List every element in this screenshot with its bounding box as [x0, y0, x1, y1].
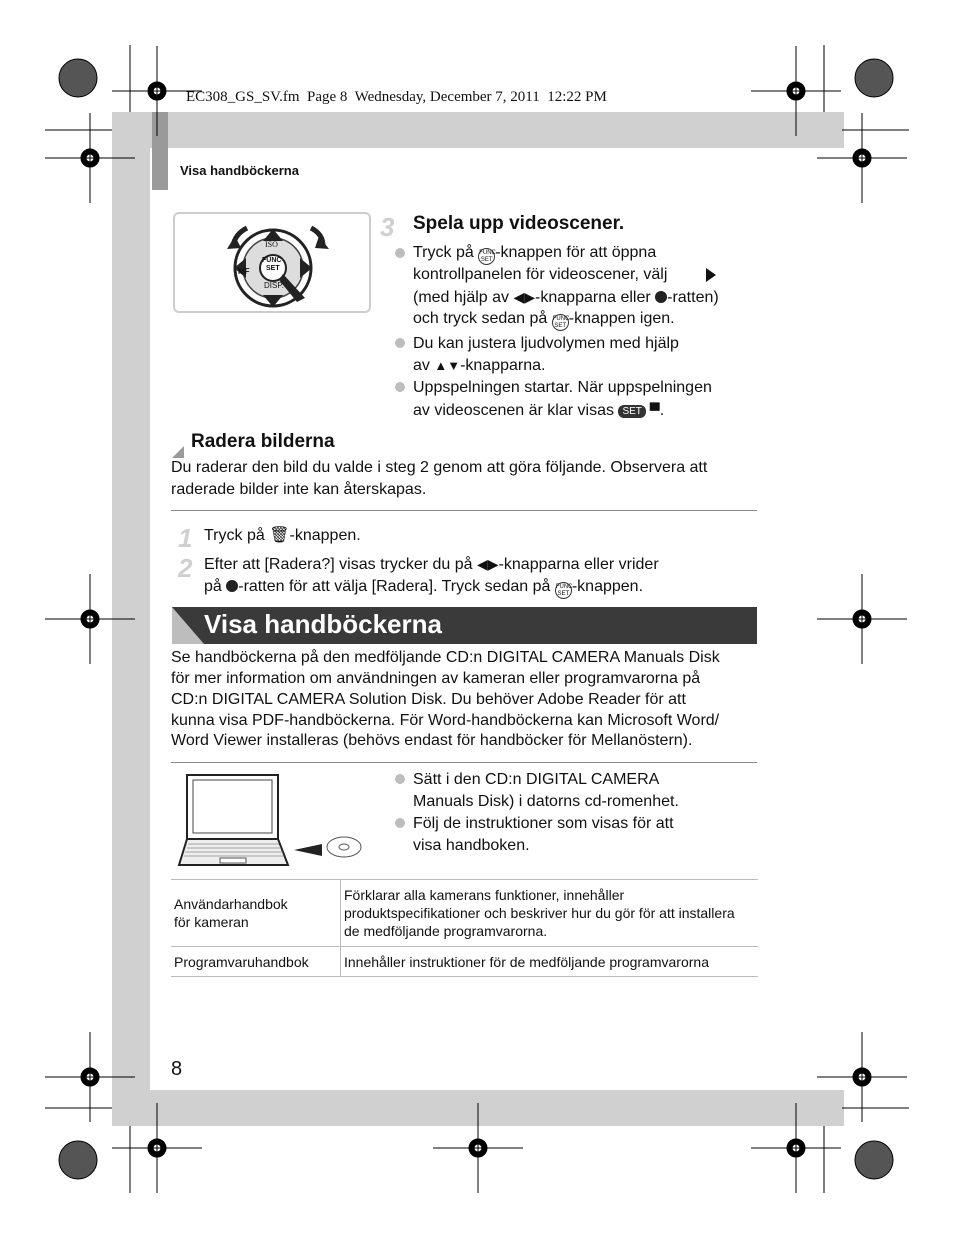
- manuals-para-line-3: CD:n DIGITAL CAMERA Solution Disk. Du behöver Adobe Reader för att: [171, 691, 686, 708]
- table-row: [171, 947, 758, 977]
- bullet: [395, 338, 405, 348]
- manuals-table: [171, 879, 758, 977]
- step-3-bullet-1-line-4: och tryck sedan på FUNC SET -knappen igen.: [413, 310, 675, 329]
- manuals-bullet-2-line-2: visa handboken.: [413, 837, 530, 854]
- play-icon: [706, 268, 716, 282]
- manuals-para-line-1: Se handböckerna på den medföljande CD:n DIGITAL CAMERA Manuals Disk: [171, 649, 720, 666]
- dial-mf-label: MF: [238, 267, 250, 276]
- manuals-bullet-1-line-2: Manuals Disk) i datorns cd-romenhet.: [413, 793, 679, 810]
- step-3-title: Spela upp videoscener.: [413, 213, 625, 234]
- delete-step-1-text: Tryck på 🗑-knappen.: [204, 527, 361, 544]
- table-cell-description: Förklarar alla kamerans funktioner, innehåller produktspecifikationer och beskriver hur du gör för att installera de medföljande programvarorna.: [341, 880, 759, 947]
- left-right-arrows-icon: ◀▶: [513, 289, 536, 305]
- bullet: [395, 248, 405, 258]
- bullet: [395, 818, 405, 828]
- section-heading: Visa handböckerna: [204, 609, 442, 639]
- control-dial-icon: [655, 291, 667, 303]
- delete-intro-line-1: Du raderar den bild du valde i steg 2 genom att göra följande. Observera att: [171, 459, 708, 476]
- movie-icon: ▀: [645, 402, 660, 418]
- section-heading-marker: [172, 607, 204, 644]
- manuals-bullet-1-line-1: Sätt i den CD:n DIGITAL CAMERA: [413, 771, 660, 788]
- step-3-bullet-3-line-2: av videoscenen är klar visas SET ▀.: [413, 402, 665, 419]
- laptop-cd-illustration: [176, 772, 366, 870]
- trash-icon: 🗑: [269, 527, 290, 544]
- manuals-bullet-2-line-1: Följ de instruktioner som visas för att: [413, 815, 674, 832]
- dial-set-label: SET: [266, 265, 280, 272]
- table-row: [171, 880, 758, 947]
- step-3-number: 3: [380, 212, 395, 242]
- control-dial-icon: [226, 580, 238, 592]
- step-3-bullet-3-line-1: Uppspelningen startar. När uppspelningen: [413, 379, 712, 396]
- set-button-icon: SET: [618, 405, 645, 418]
- up-down-arrows-icon: ▲▼: [434, 358, 461, 373]
- table-cell-description: Innehåller instruktioner för de medföljande programvarorna: [341, 947, 759, 977]
- control-dial-illustration: [173, 212, 371, 313]
- running-title: Visa handböckerna: [180, 163, 299, 178]
- dial-disp-label: DISP.: [264, 281, 284, 290]
- func-set-icon: FUNC SET: [479, 250, 496, 263]
- left-right-arrows-icon: ◀▶: [477, 556, 499, 572]
- dial-iso-label: ISO: [265, 240, 278, 249]
- manuals-para-line-2: för mer information om användningen av kameran eller programvarorna på: [171, 670, 701, 687]
- func-set-icon: FUNC SET: [555, 584, 573, 597]
- dial-func-label: FUNC: [262, 257, 282, 264]
- step-3-bullet-2-line-2: av ▲▼-knapparna.: [413, 357, 546, 374]
- bullet: [395, 382, 405, 392]
- file-info-line: EC308_GS_SV.fm Page 8 Wednesday, December 7, 2011 12:22 PM: [186, 89, 607, 105]
- page-number: 8: [171, 1058, 183, 1080]
- manuals-para-line-4: kunna visa PDF-handböckerna. För Word-handböckerna kan Microsoft Word/: [171, 712, 720, 729]
- delete-step-2-number: 2: [178, 553, 193, 583]
- delete-intro-line-2: raderade bilder inte kan återskapas.: [171, 481, 427, 498]
- delete-section-title: Radera bilderna: [191, 431, 335, 452]
- step-3-bullet-1-line-3: (med hjälp av ◀▶-knapparna eller -ratten): [413, 289, 719, 306]
- step-3-bullet-1-line-2: kontrollpanelen för videoscener, välj: [413, 266, 668, 283]
- divider: [171, 510, 757, 511]
- func-set-icon: FUNC SET: [552, 316, 570, 329]
- delete-step-2-line-2: på -ratten för att välja [Radera]. Tryck sedan på FUNC SET -knappen.: [204, 578, 644, 597]
- table-cell-name: Programvaruhandbok: [171, 947, 341, 977]
- delete-step-2-line-1: Efter att [Radera?] visas trycker du på ◀▶-knapparna eller vrider: [204, 556, 659, 573]
- step-3-bullet-1-line-1: Tryck på FUNC SET -knappen för att öppna: [413, 244, 657, 263]
- table-cell-name: Användarhandbok för kameran: [171, 880, 341, 947]
- divider: [171, 762, 757, 763]
- manuals-para-line-5: Word Viewer installeras (behövs endast för handböcker för Mellanöstern).: [171, 732, 693, 749]
- step-3-bullet-2-line-1: Du kan justera ljudvolymen med hjälp: [413, 335, 679, 352]
- delete-step-1-number: 1: [178, 523, 193, 553]
- bullet: [395, 774, 405, 784]
